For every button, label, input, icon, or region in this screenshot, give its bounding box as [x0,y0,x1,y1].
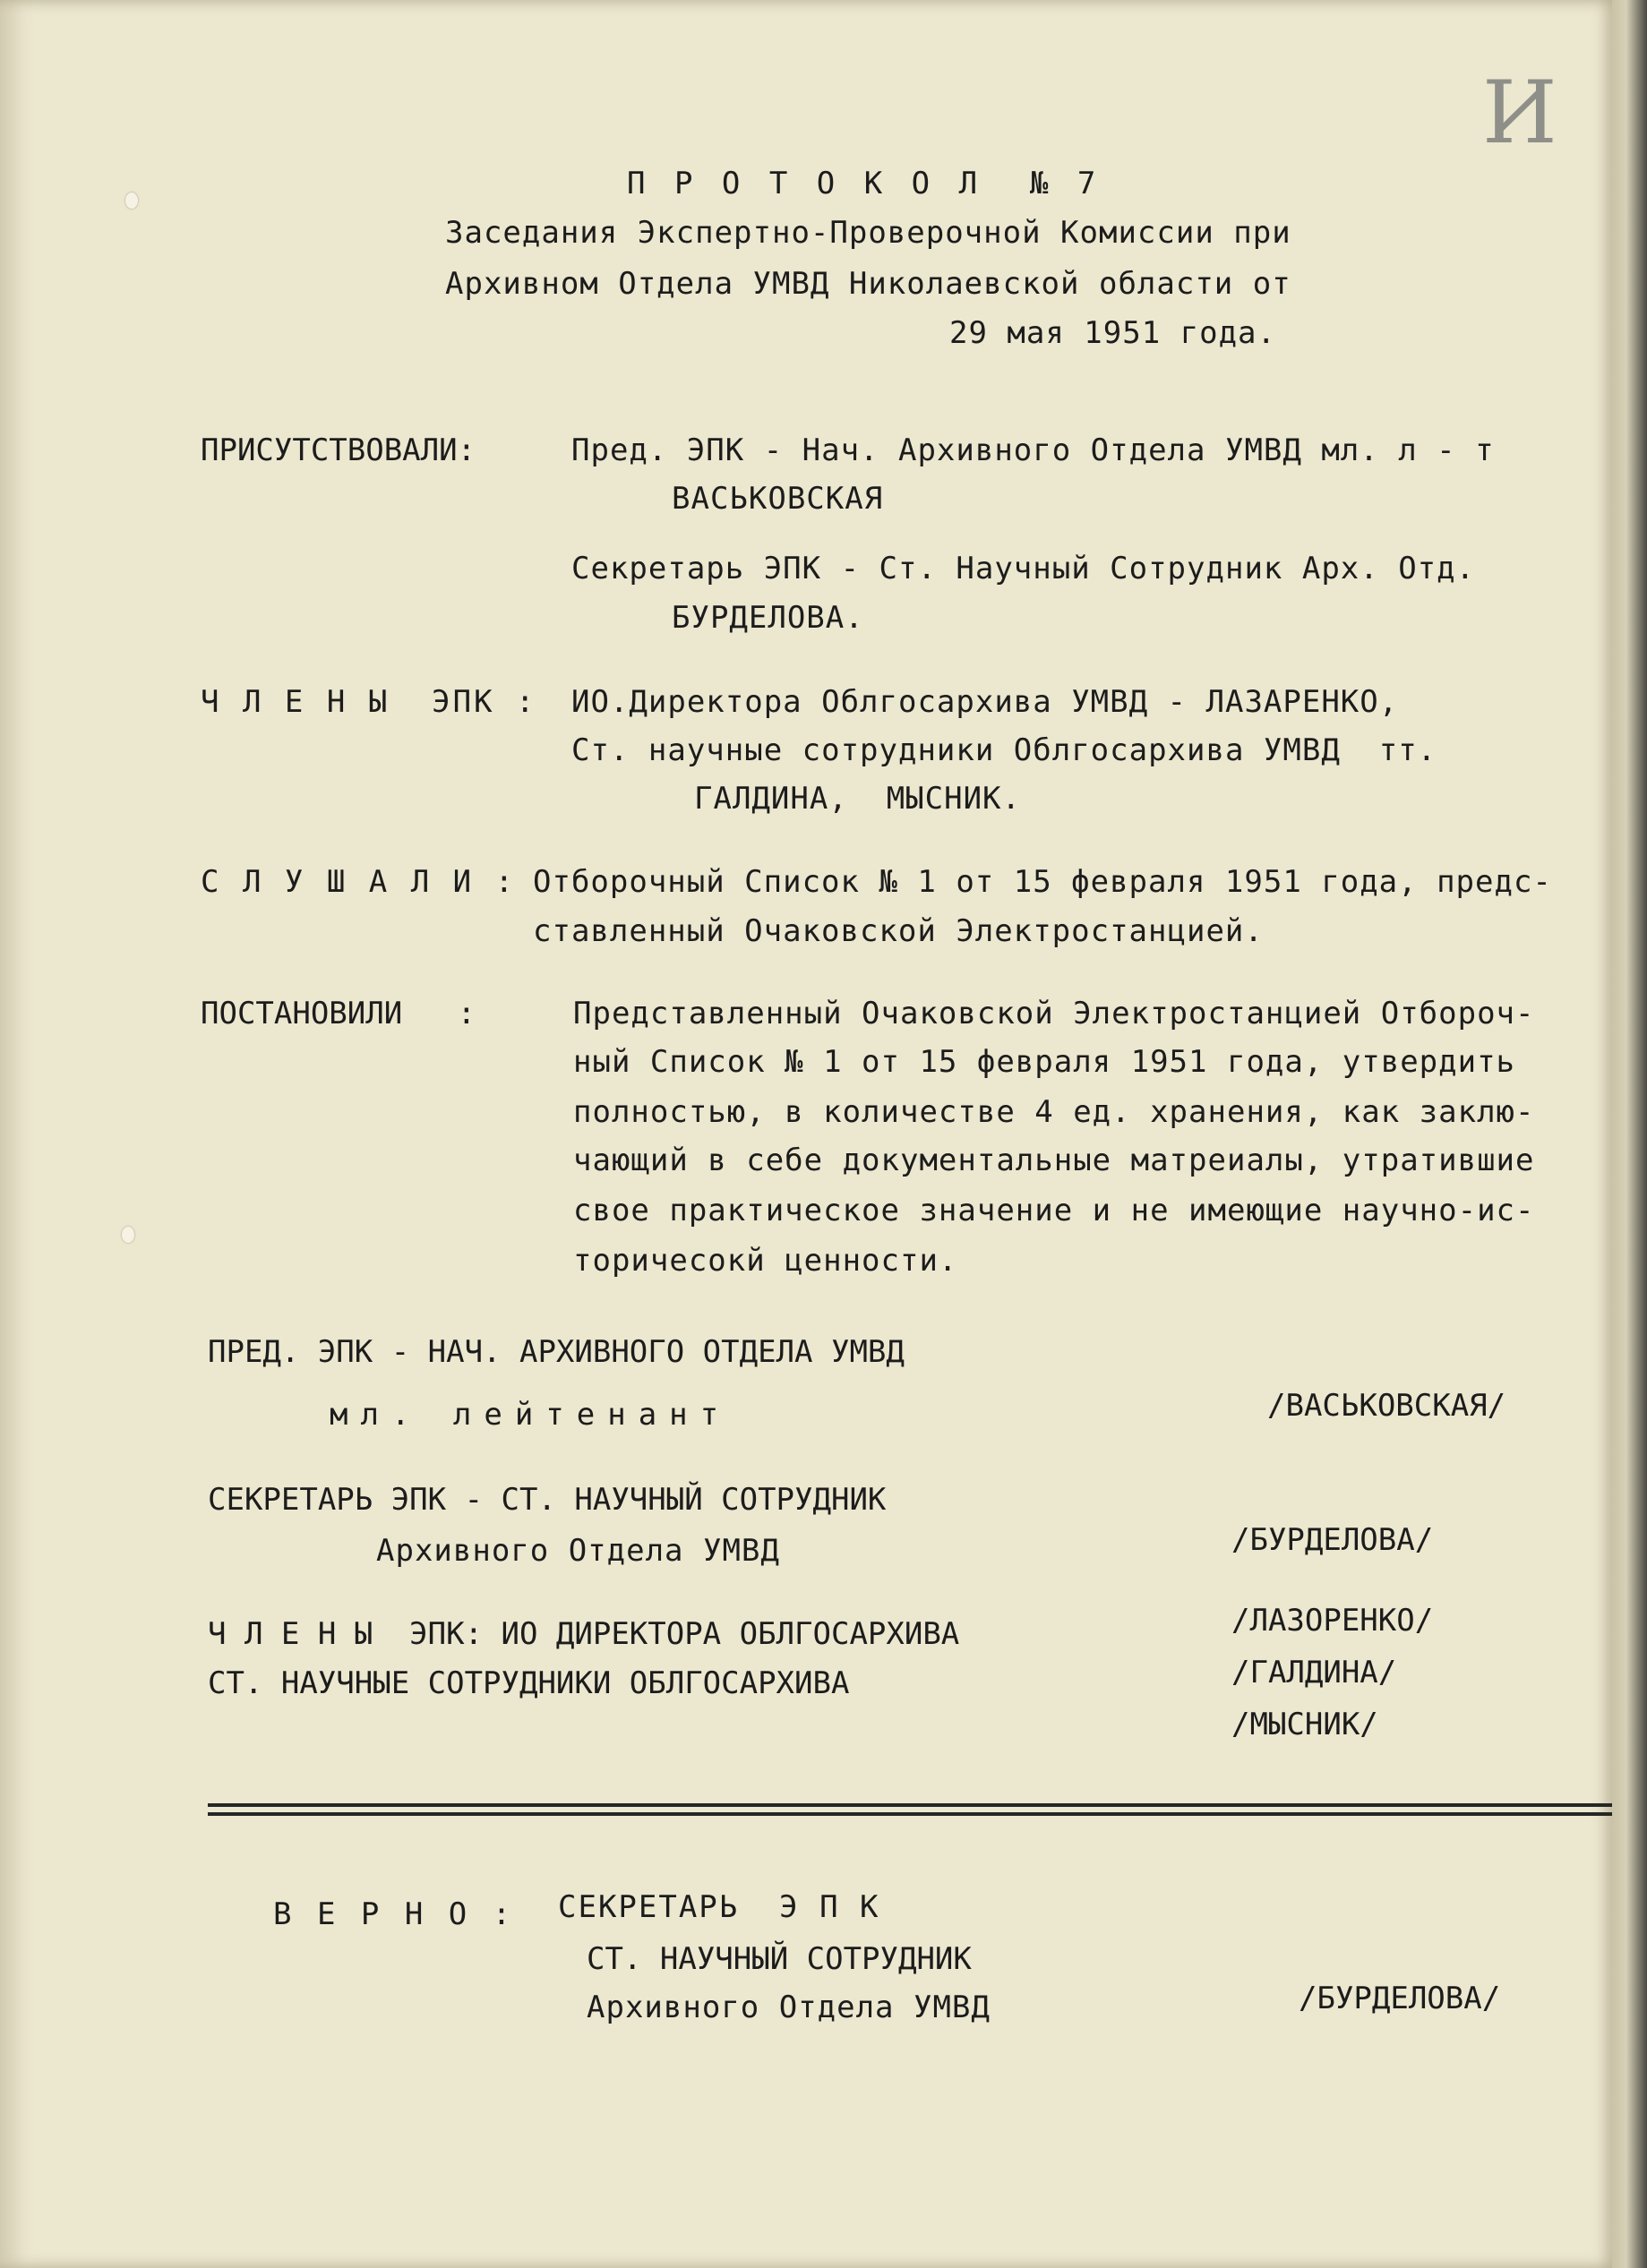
resolved-line: полностью, в количестве 4 ед. хранения, как заклю- [573,1094,1535,1130]
certified-name: /БУРДЕЛОВА/ [1299,1981,1501,2016]
sig-members-staff: СТ. НАУЧНЫЕ СОТРУДНИКИ ОБЛГОСАРХИВА [208,1665,850,1701]
members-line-2: Ст. научные сотрудники Облгосархива УМВД тт. [571,732,1437,768]
heard-line-1: Отборочный Список № 1 от 15 февраля 1951 года, предс- [533,864,1552,900]
present-chair: Пред. ЭПК - Нач. Архивного Отдела УМВД мл. л - т [571,432,1495,468]
page-edge [1612,0,1647,2268]
resolved-line: ный Список № 1 от 15 февраля 1951 года, утвердить [573,1044,1516,1080]
sig-members-title: Ч Л Е Н Ы ЭПК: ИО ДИРЕКТОРА ОБЛГОСАРХИВА [208,1616,960,1652]
header-line-1: Заседания Экспертно-Проверочной Комиссии при [445,215,1291,251]
resolved-line: Представленный Очаковской Электростанцией Отбороч- [573,996,1535,1031]
sig-chair-rank: мл. лейтенант [330,1397,732,1433]
resolved-line: торичесокй ценности. [573,1243,958,1279]
sig-chair-name: /ВАСЬКОВСКАЯ/ [1267,1388,1506,1424]
sig-secretary-name: /БУРДЕЛОВА/ [1231,1522,1434,1558]
present-chair-name: ВАСЬКОВСКАЯ [672,481,884,517]
protocol-title: П Р О Т О К О Л № 7 [627,166,1102,201]
sig-chair-title: ПРЕД. ЭПК - НАЧ. АРХИВНОГО ОТДЕЛА УМВД [208,1334,905,1370]
punch-hole [122,1227,134,1243]
sig-member-name: /МЫСНИК/ [1231,1707,1378,1742]
header-line-2: Архивном Отдела УМВД Николаевской области от [445,266,1291,302]
certified-dept: Архивного Отдела УМВД [587,1990,991,2025]
sig-member-name: /ГАЛДИНА/ [1231,1655,1397,1690]
members-line-3: ГАЛДИНА, МЫСНИК. [694,781,1021,817]
punch-hole [125,193,138,209]
present-label: ПРИСУТСТВОВАЛИ: [201,432,476,468]
present-secretary: Секретарь ЭПК - Ст. Научный Сотрудник Арх. Отд. [571,551,1476,586]
separator-line [208,1803,1623,1807]
sig-secretary-title: СЕКРЕТАРЬ ЭПК - СТ. НАУЧНЫЙ СОТРУДНИК [208,1482,887,1518]
header-date: 29 мая 1951 года. [949,315,1276,351]
heard-line-2: ставленный Очаковской Электростанцией. [533,913,1264,949]
sig-secretary-dept: Архивного Отдела УМВД [376,1533,780,1569]
members-line-1: ИО.Директора Облгосархива УМВД - ЛАЗАРЕНКО, [571,684,1399,720]
resolved-line: свое практическое значение и не имеющие научно-ис- [573,1193,1535,1228]
certified-position: СТ. НАУЧНЫЙ СОТРУДНИК [587,1941,972,1977]
pencil-mark: И [1482,63,1557,163]
members-label: Ч Л Е Н Ы ЭПК : [201,684,537,720]
certified-label: В Е Р Н О : [273,1896,515,1932]
certified-secretary: СЕКРЕТАРЬ Э П К [558,1889,880,1925]
resolved-line: чающий в себе документальные матреиалы, утратившие [573,1143,1535,1178]
present-secretary-name: БУРДЕЛОВА. [672,600,864,636]
sig-member-name: /ЛАЗОРЕНКО/ [1231,1603,1434,1639]
heard-label: С Л У Ш А Л И : [201,864,517,900]
resolved-label: ПОСТАНОВИЛИ : [201,996,476,1031]
separator-line [208,1812,1623,1816]
